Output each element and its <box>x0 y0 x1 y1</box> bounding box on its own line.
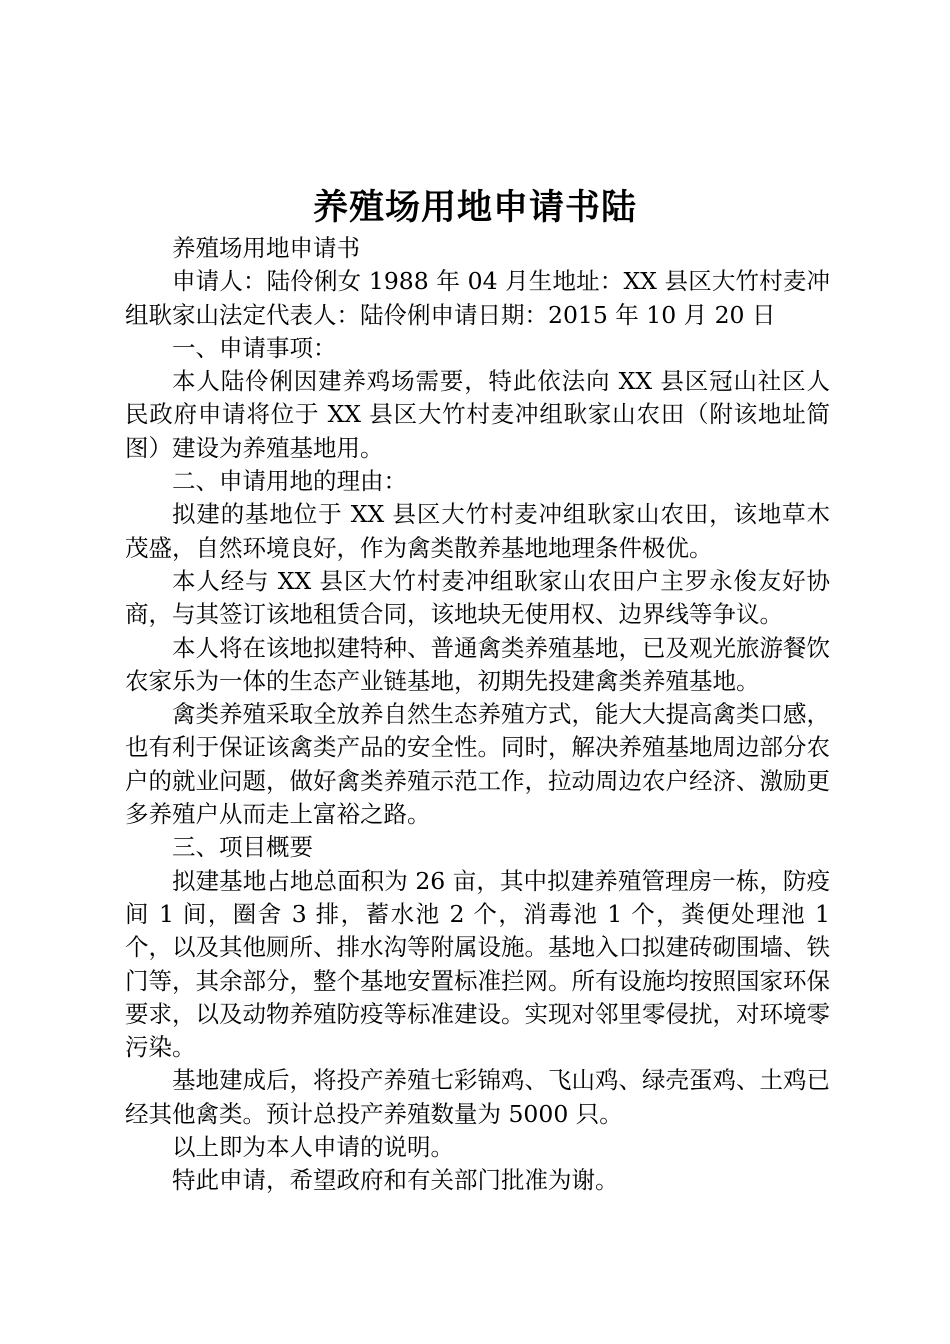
paragraph-project-output: 基地建成后，将投产养殖七彩锦鸡、飞山鸡、绿壳蛋鸡、土鸡已经其他禽类。预计总投产养殖数量为 5000 只。 <box>125 1066 830 1128</box>
paragraph-project-facilities: 拟建基地占地总面积为 26 亩，其中拟建养殖管理房一栋，防疫间 1 间，圈舍 3 排，蓄水池 2 个，消毒池 1 个，粪便处理池 1 个，以及其他厕所、排水沟等附属设施。基地入口拟建砖砌围墙、铁门等，其余部分，整个基地安置标准拦网。所有设施均按照国家环保要求，以及动物养殖防疫等标准建设。实现对邻里零侵扰，对环境零污染。 <box>125 866 830 1062</box>
paragraph-reason-lease: 本人经与 XX 县区大竹村麦冲组耿家山农田户主罗永俊友好协商，与其签订该地租赁合同，该地块无使用权、边界线等争议。 <box>125 566 830 629</box>
paragraph-reason-location: 拟建的基地位于 XX 县区大竹村麦冲组耿家山农田，该地草木茂盛，自然环境良好，作为禽类散养基地地理条件极优。 <box>125 500 830 562</box>
document-title: 养殖场用地申请书陆 <box>312 187 637 228</box>
paragraph-application-item: 本人陆伶俐因建养鸡场需要，特此依法向 XX 县区冠山社区人民政府申请将位于 XX 县区大竹村麦冲组耿家山农田（附该地址简图）建设为养殖基地用。 <box>125 367 830 462</box>
document-body <box>125 232 830 1198</box>
paragraph-closing-statement: 以上即为本人申请的说明。 <box>172 1133 454 1162</box>
paragraph-reason-plan: 本人将在该地拟建特种、普通禽类养殖基地，已及观光旅游餐饮农家乐为一体的生态产业链基地，初期先投建禽类养殖基地。 <box>125 633 830 695</box>
paragraph-reason-benefits: 禽类养殖采取全放养自然生态养殖方式，能大大提高禽类口感，也有利于保证该禽类产品的安全性。同时，解决养殖基地周边部分农户的就业问题，做好禽类养殖示范工作，拉动周边农户经济、激励更多养殖户从而走上富裕之路。 <box>125 700 830 829</box>
section-heading-application-items: 一、申请事项： <box>172 333 337 362</box>
section-heading-reasons: 二、申请用地的理由： <box>172 467 407 496</box>
paragraph-applicant-info: 申请人：陆伶俐女 1988 年 04 月生地址：XX 县区大竹村麦冲组耿家山法定代表人：陆伶俐申请日期：2015 年 10 月 20 日 <box>125 267 830 329</box>
section-heading-project-overview: 三、项目概要 <box>172 833 313 862</box>
paragraph-heading-repeat: 养殖场用地申请书 <box>172 234 360 262</box>
paragraph-closing-request: 特此申请，希望政府和有关部门批准为谢。 <box>172 1166 619 1195</box>
